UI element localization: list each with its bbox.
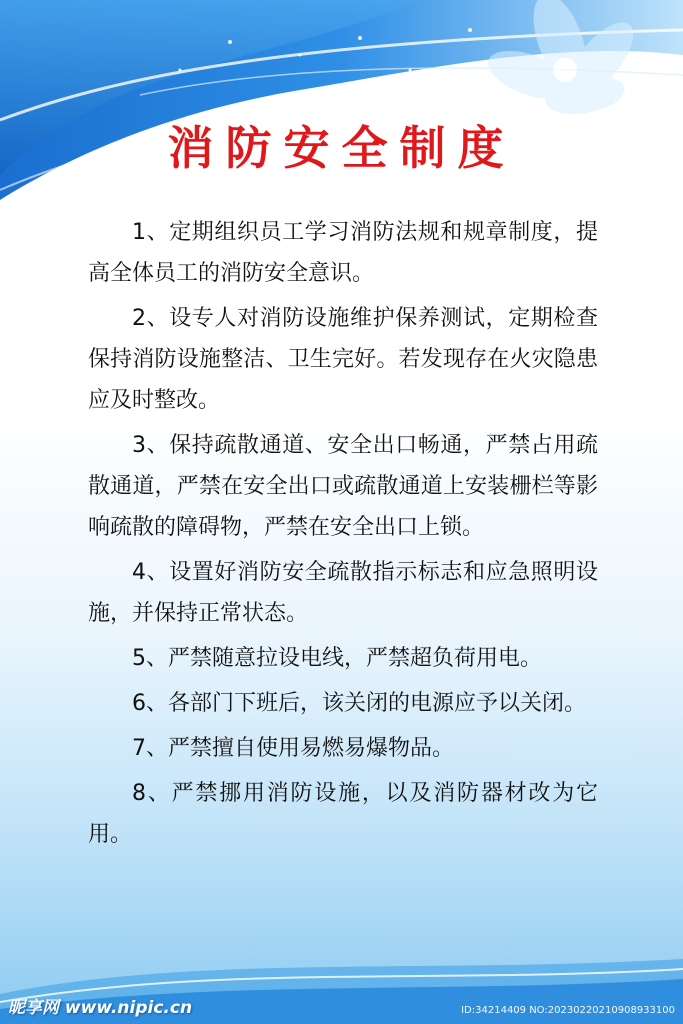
image-id-watermark: ID:34214409 NO:20230220210908933100 (461, 1005, 675, 1016)
rule-item: 2、设专人对消防设施维护保养测试，定期检查保持消防设施整洁、卫生完好。若发现存在火灾隐患应及时整改。 (88, 306, 598, 413)
rule-item: 1、定期组织员工学习消防法规和规章制度，提高全体员工的消防安全意识。 (88, 220, 598, 286)
rule-item: 3、保持疏散通道、安全出口畅通，严禁占用疏散通道，严禁在安全出口或疏散通道上安装栅栏等影响疏散的障碍物，严禁在安全出口上锁。 (88, 433, 598, 540)
rule-item: 4、设置好消防安全疏散指示标志和应急照明设施，并保持正常状态。 (88, 560, 598, 626)
page-title: 消防安全制度 (167, 121, 516, 175)
rule-item: 7、严禁擅自使用易燃易爆物品。 (132, 736, 454, 761)
rule-item: 5、严禁随意拉设电线，严禁超负荷用电。 (132, 646, 542, 671)
rule-item: 6、各部门下班后，该关闭的电源应予以关闭。 (132, 691, 586, 716)
rules-list (88, 212, 598, 859)
rule-item: 8、严禁挪用消防设施，以及消防器材改为它用。 (88, 781, 598, 847)
site-watermark-logo: 昵享网 www.nipic.cn (8, 998, 193, 1018)
